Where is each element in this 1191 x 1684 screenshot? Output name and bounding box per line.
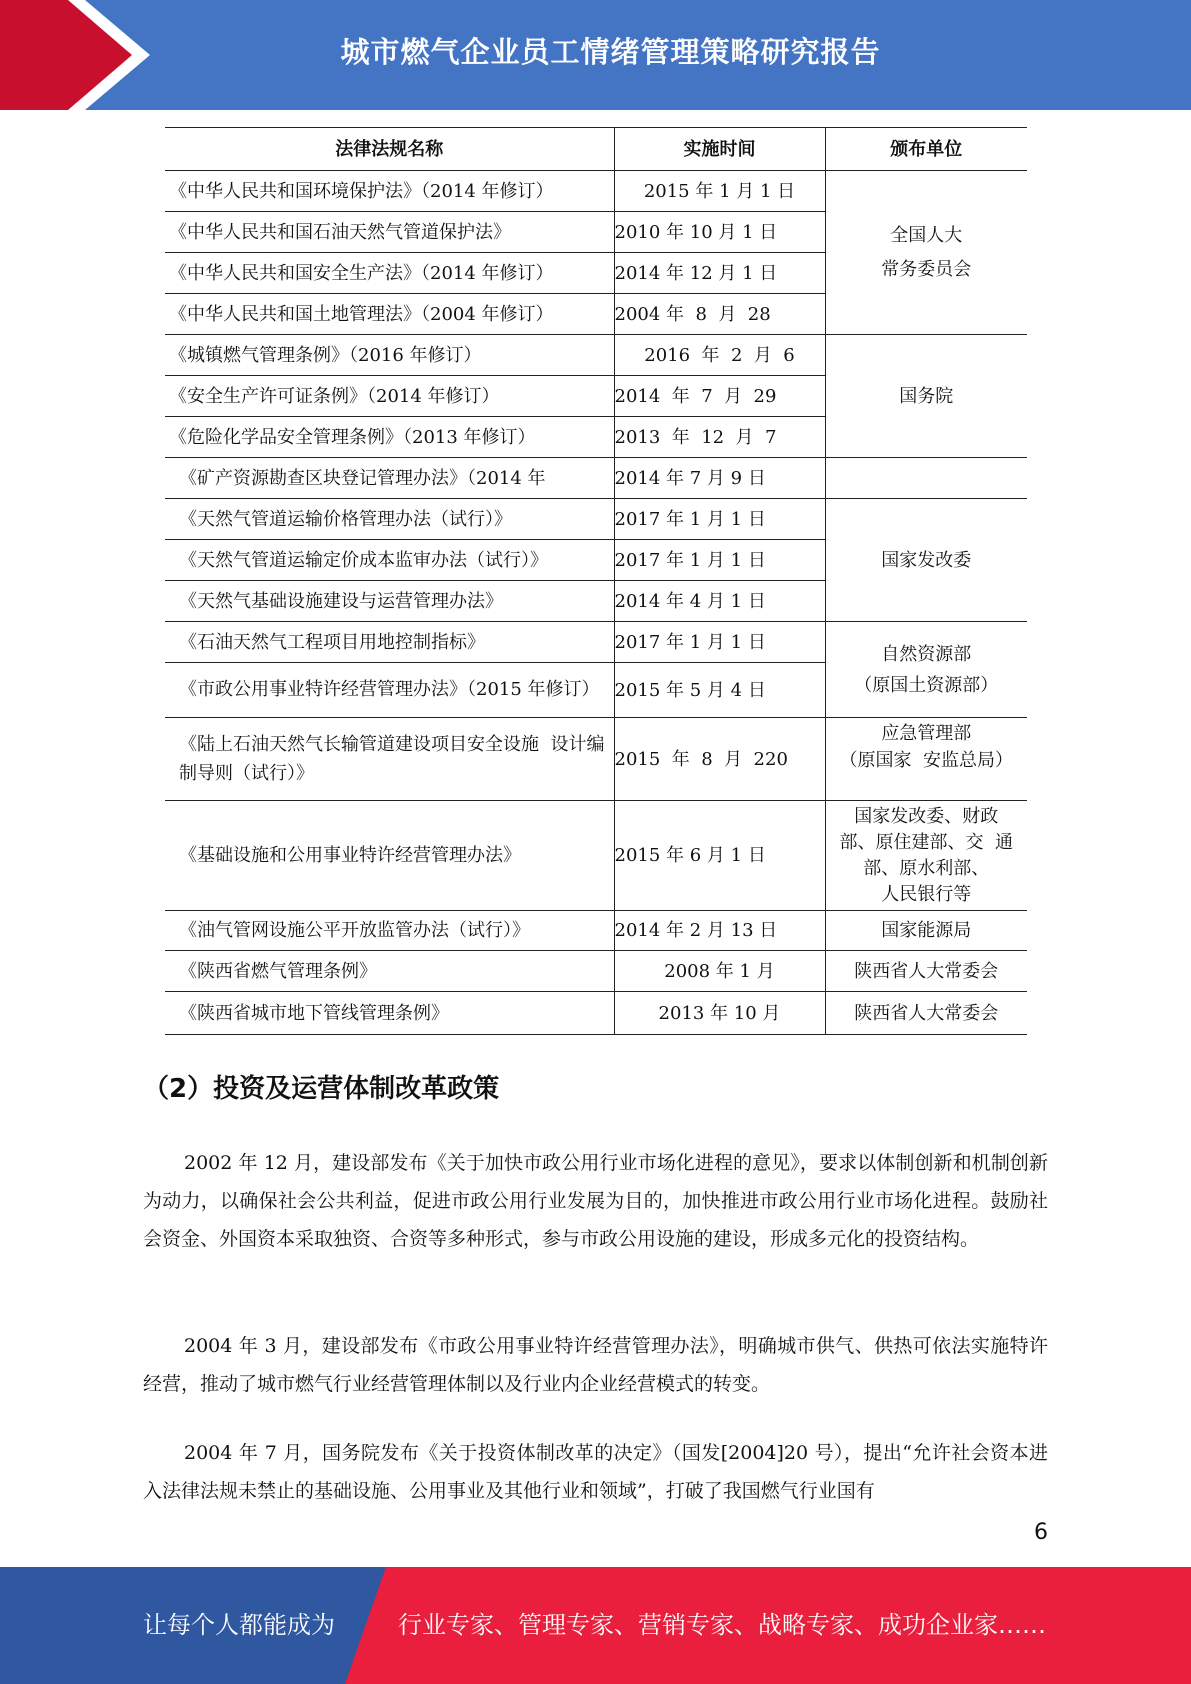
law-name: 《中华人民共和国环境保护法》（2014 年修订）	[165, 171, 614, 212]
issuer-cell	[825, 171, 1027, 335]
column-header-name: 法律法规名称	[165, 128, 614, 171]
law-name: 《市政公用事业特许经营管理办法》（2015 年修订）	[165, 663, 614, 718]
header-chevron-decoration	[0, 0, 150, 110]
issuer-cell	[825, 335, 1027, 458]
body-paragraph: 2004 年 3 月，建设部发布《市政公用事业特许经营管理办法》，明确城市供气、供热可依法实施特许经营，推动了城市燃气行业经营管理体制以及行业内企业经营模式的转变。	[143, 1335, 1048, 1395]
section-heading: （2）投资及运营体制改革政策	[143, 1074, 500, 1104]
effective-date: 2014 年 7 月 29	[614, 376, 825, 417]
law-name: 《基础设施和公用事业特许经营管理办法》	[165, 801, 614, 911]
effective-date: 2017 年 1 月 1 日	[614, 540, 825, 581]
table-row	[165, 992, 1027, 1035]
laws-regulations-table	[165, 127, 1027, 1035]
table-row	[165, 911, 1027, 951]
table-header-row	[165, 128, 1027, 171]
effective-date: 2016 年 2 月 6	[614, 335, 825, 376]
footer-slogan-left: 让每个人都能成为	[143, 1611, 335, 1639]
law-name: 《天然气管道运输价格管理办法（试行）》	[165, 499, 614, 540]
effective-date: 2014 年 7 月 9 日	[614, 458, 825, 499]
law-name: 《油气管网设施公平开放监管办法（试行）》	[165, 911, 614, 951]
table-row	[165, 718, 1027, 801]
page-number: 6	[1034, 1520, 1048, 1545]
issuer-text: 陕西省人大常委会	[854, 960, 999, 982]
column-header-issuer: 颁布单位	[825, 128, 1027, 171]
effective-date: 2013 年 12 月 7	[614, 417, 825, 458]
table-row	[165, 801, 1027, 911]
table-row	[165, 499, 1027, 540]
effective-date: 2014 年 2 月 13 日	[614, 911, 825, 951]
effective-date: 2013 年 10 月	[614, 992, 825, 1035]
issuer-cell	[825, 911, 1027, 951]
table-row	[165, 951, 1027, 992]
body-paragraph: 2002 年 12 月，建设部发布《关于加快市政公用行业市场化进程的意见》，要求以体制创新和机制创新为动力，以确保社会公共利益，促进市政公用行业发展为目的，加快推进市政公用行业市场化进程。鼓励社会资金、外国资本采取独资、合资等多种形式，参与市政公用设施的建设，形成多元化的投资结构。	[143, 1152, 1048, 1250]
law-name: 《陕西省城市地下管线管理条例》	[165, 992, 614, 1035]
law-name: 《天然气管道运输定价成本监审办法（试行）》	[165, 540, 614, 581]
law-name: 《石油天然气工程项目用地控制指标》	[165, 622, 614, 663]
effective-date: 2004 年 8 月 28	[614, 294, 825, 335]
law-name: 《危险化学品安全管理条例》（2013 年修订）	[165, 417, 614, 458]
effective-date: 2017 年 1 月 1 日	[614, 622, 825, 663]
law-name: 《中华人民共和国石油天然气管道保护法》	[165, 212, 614, 253]
issuer-text: 国家发改委	[881, 549, 972, 571]
table-row	[165, 622, 1027, 663]
issuer-cell-empty	[825, 458, 1027, 499]
issuer-cell	[825, 992, 1027, 1035]
effective-date: 2010 年 10 月 1 日	[614, 212, 825, 253]
issuer-text: 国家能源局	[881, 920, 972, 941]
issuer-text: 自然资源部 （原国土资源部）	[854, 643, 999, 696]
issuer-cell	[825, 718, 1027, 801]
issuer-text: 应急管理部 （原国家 安监总局）	[839, 723, 1013, 771]
issuer-cell	[825, 801, 1027, 911]
law-name: 《陕西省燃气管理条例》	[165, 951, 614, 992]
page-footer	[0, 1567, 1191, 1684]
issuer-text: 全国人大 常务委员会	[881, 224, 972, 280]
effective-date: 2015 年 5 月 4 日	[614, 663, 825, 718]
issuer-cell	[825, 499, 1027, 622]
table-row	[165, 335, 1027, 376]
issuer-cell	[825, 951, 1027, 992]
table-row	[165, 458, 1027, 499]
table-row	[165, 171, 1027, 212]
effective-date: 2015 年 8 月 220	[614, 718, 825, 801]
effective-date: 2014 年 12 月 1 日	[614, 253, 825, 294]
page-header	[0, 0, 1191, 110]
effective-date: 2008 年 1 月	[614, 951, 825, 992]
column-header-date: 实施时间	[614, 128, 825, 171]
effective-date: 2015 年 1 月 1 日	[614, 171, 825, 212]
law-name: 《安全生产许可证条例》（2014 年修订）	[165, 376, 614, 417]
law-name: 《中华人民共和国安全生产法》（2014 年修订）	[165, 253, 614, 294]
document-title: 城市燃气企业员工情绪管理策略研究报告	[340, 34, 881, 69]
effective-date: 2015 年 6 月 1 日	[614, 801, 825, 911]
law-name: 《矿产资源勘查区块登记管理办法》（2014 年	[165, 458, 614, 499]
issuer-text: 国家发改委、财政 部、原住建部、交 通 部、原水利部、 人民银行等	[839, 805, 1013, 905]
law-name: 《城镇燃气管理条例》（2016 年修订）	[165, 335, 614, 376]
issuer-text: 国务院	[899, 385, 954, 407]
effective-date: 2017 年 1 月 1 日	[614, 499, 825, 540]
effective-date: 2014 年 4 月 1 日	[614, 581, 825, 622]
issuer-cell	[825, 622, 1027, 718]
law-name: 《天然气基础设施建设与运营管理办法》	[165, 581, 614, 622]
law-name: 《陆上石油天然气长输管道建设项目安全设施 设计编制导则（试行）》	[165, 718, 614, 801]
issuer-text: 陕西省人大常委会	[854, 1002, 999, 1024]
footer-slogan-right: 行业专家、管理专家、营销专家、战略专家、成功企业家……	[398, 1611, 1046, 1639]
body-paragraph: 2004 年 7 月，国务院发布《关于投资体制改革的决定》（国发[2004]20 号），提出“允许社会资本进入法律法规未禁止的基础设施、公用事业及其他行业和领域”，打破了我国燃气行业国有	[143, 1442, 1048, 1502]
law-name: 《中华人民共和国土地管理法》（2004 年修订）	[165, 294, 614, 335]
